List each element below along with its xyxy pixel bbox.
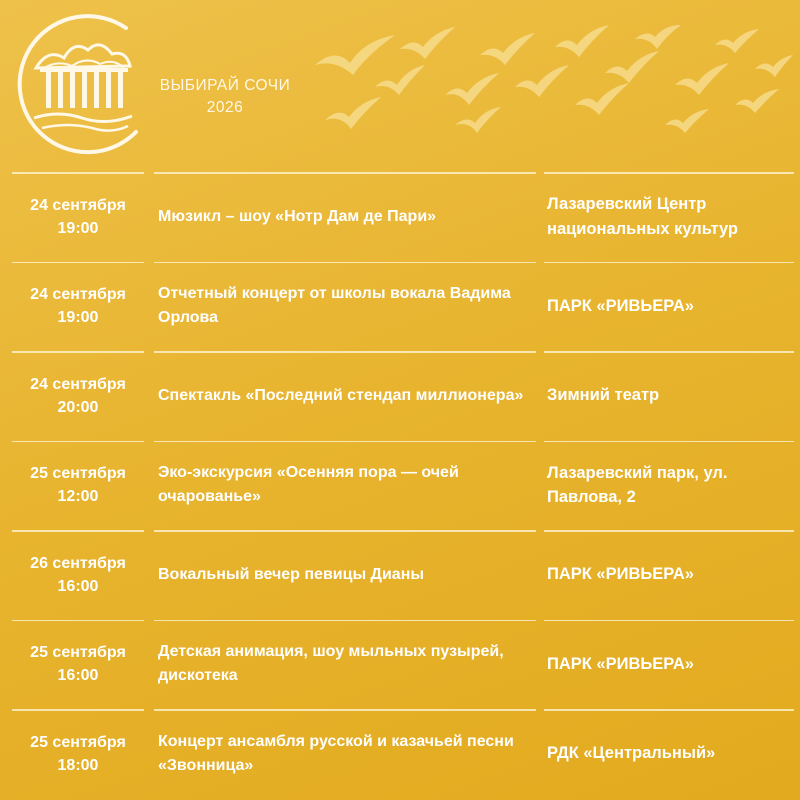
colonnade-logo-icon [8,10,158,160]
event-date: 24 сентября [30,286,126,304]
event-time: 16:00 [57,667,99,685]
event-time: 20:00 [57,398,99,416]
event-time: 16:00 [57,577,99,595]
event-time: 18:00 [57,756,99,774]
event-title: Вокальный вечер певицы Дианы [158,565,425,583]
event-time: 12:00 [57,488,99,506]
event-time: 19:00 [57,219,99,237]
header [0,0,800,170]
event-datetime [12,262,144,352]
event-datetime [12,441,144,531]
event-title: Концерт ансамбля русской и казачьей песни «Звонница» [158,732,514,774]
event-title: Мюзикл – шоу «Нотр Дам де Пари» [158,207,437,225]
event-place: Лазаревский парк, ул. Павлова, 2 [547,463,728,507]
event-row [0,262,800,352]
event-place: Лазаревский Центр национальных культур [547,195,739,238]
event-row [0,441,800,531]
event-row [0,620,800,710]
event-datetime [12,620,144,710]
event-title: Эко-экскурсия «Осенняя пора — очей очарованье» [158,464,459,506]
brand-title [140,75,310,120]
event-date: 24 сентября [30,375,126,393]
event-place: ПАРК «РИВЬЕРА» [547,565,694,584]
event-date: 24 сентября [30,196,126,214]
event-date: 25 сентября [30,465,126,483]
seagulls-icon [305,25,795,155]
event-place: ПАРК «РИВЬЕРА» [547,296,694,315]
event-place: ПАРК «РИВЬЕРА» [547,654,694,673]
event-row [0,709,800,799]
event-title: Отчетный концерт от школы вокала Вадима Орлова [158,285,511,327]
event-datetime [12,351,144,441]
brand-line-2: 2026 [206,99,244,117]
event-title: Спектакль «Последний стендап миллионера» [158,386,524,404]
event-datetime [12,172,144,262]
brand-line-1: ВЫБИРАЙ СОЧИ [159,77,291,94]
event-date: 25 сентября [30,644,126,662]
event-row [0,530,800,620]
event-time: 19:00 [57,309,99,327]
event-schedule [0,172,800,799]
event-datetime [12,709,144,799]
event-date: 25 сентября [30,733,126,751]
event-row [0,172,800,262]
event-place: РДК «Центральный» [547,744,716,763]
event-title: Детская анимация, шоу мыльных пузырей, дискотека [158,643,504,685]
event-date: 26 сентября [30,554,126,572]
event-row [0,351,800,441]
event-place: Зимний театр [547,386,660,405]
event-datetime [12,530,144,620]
